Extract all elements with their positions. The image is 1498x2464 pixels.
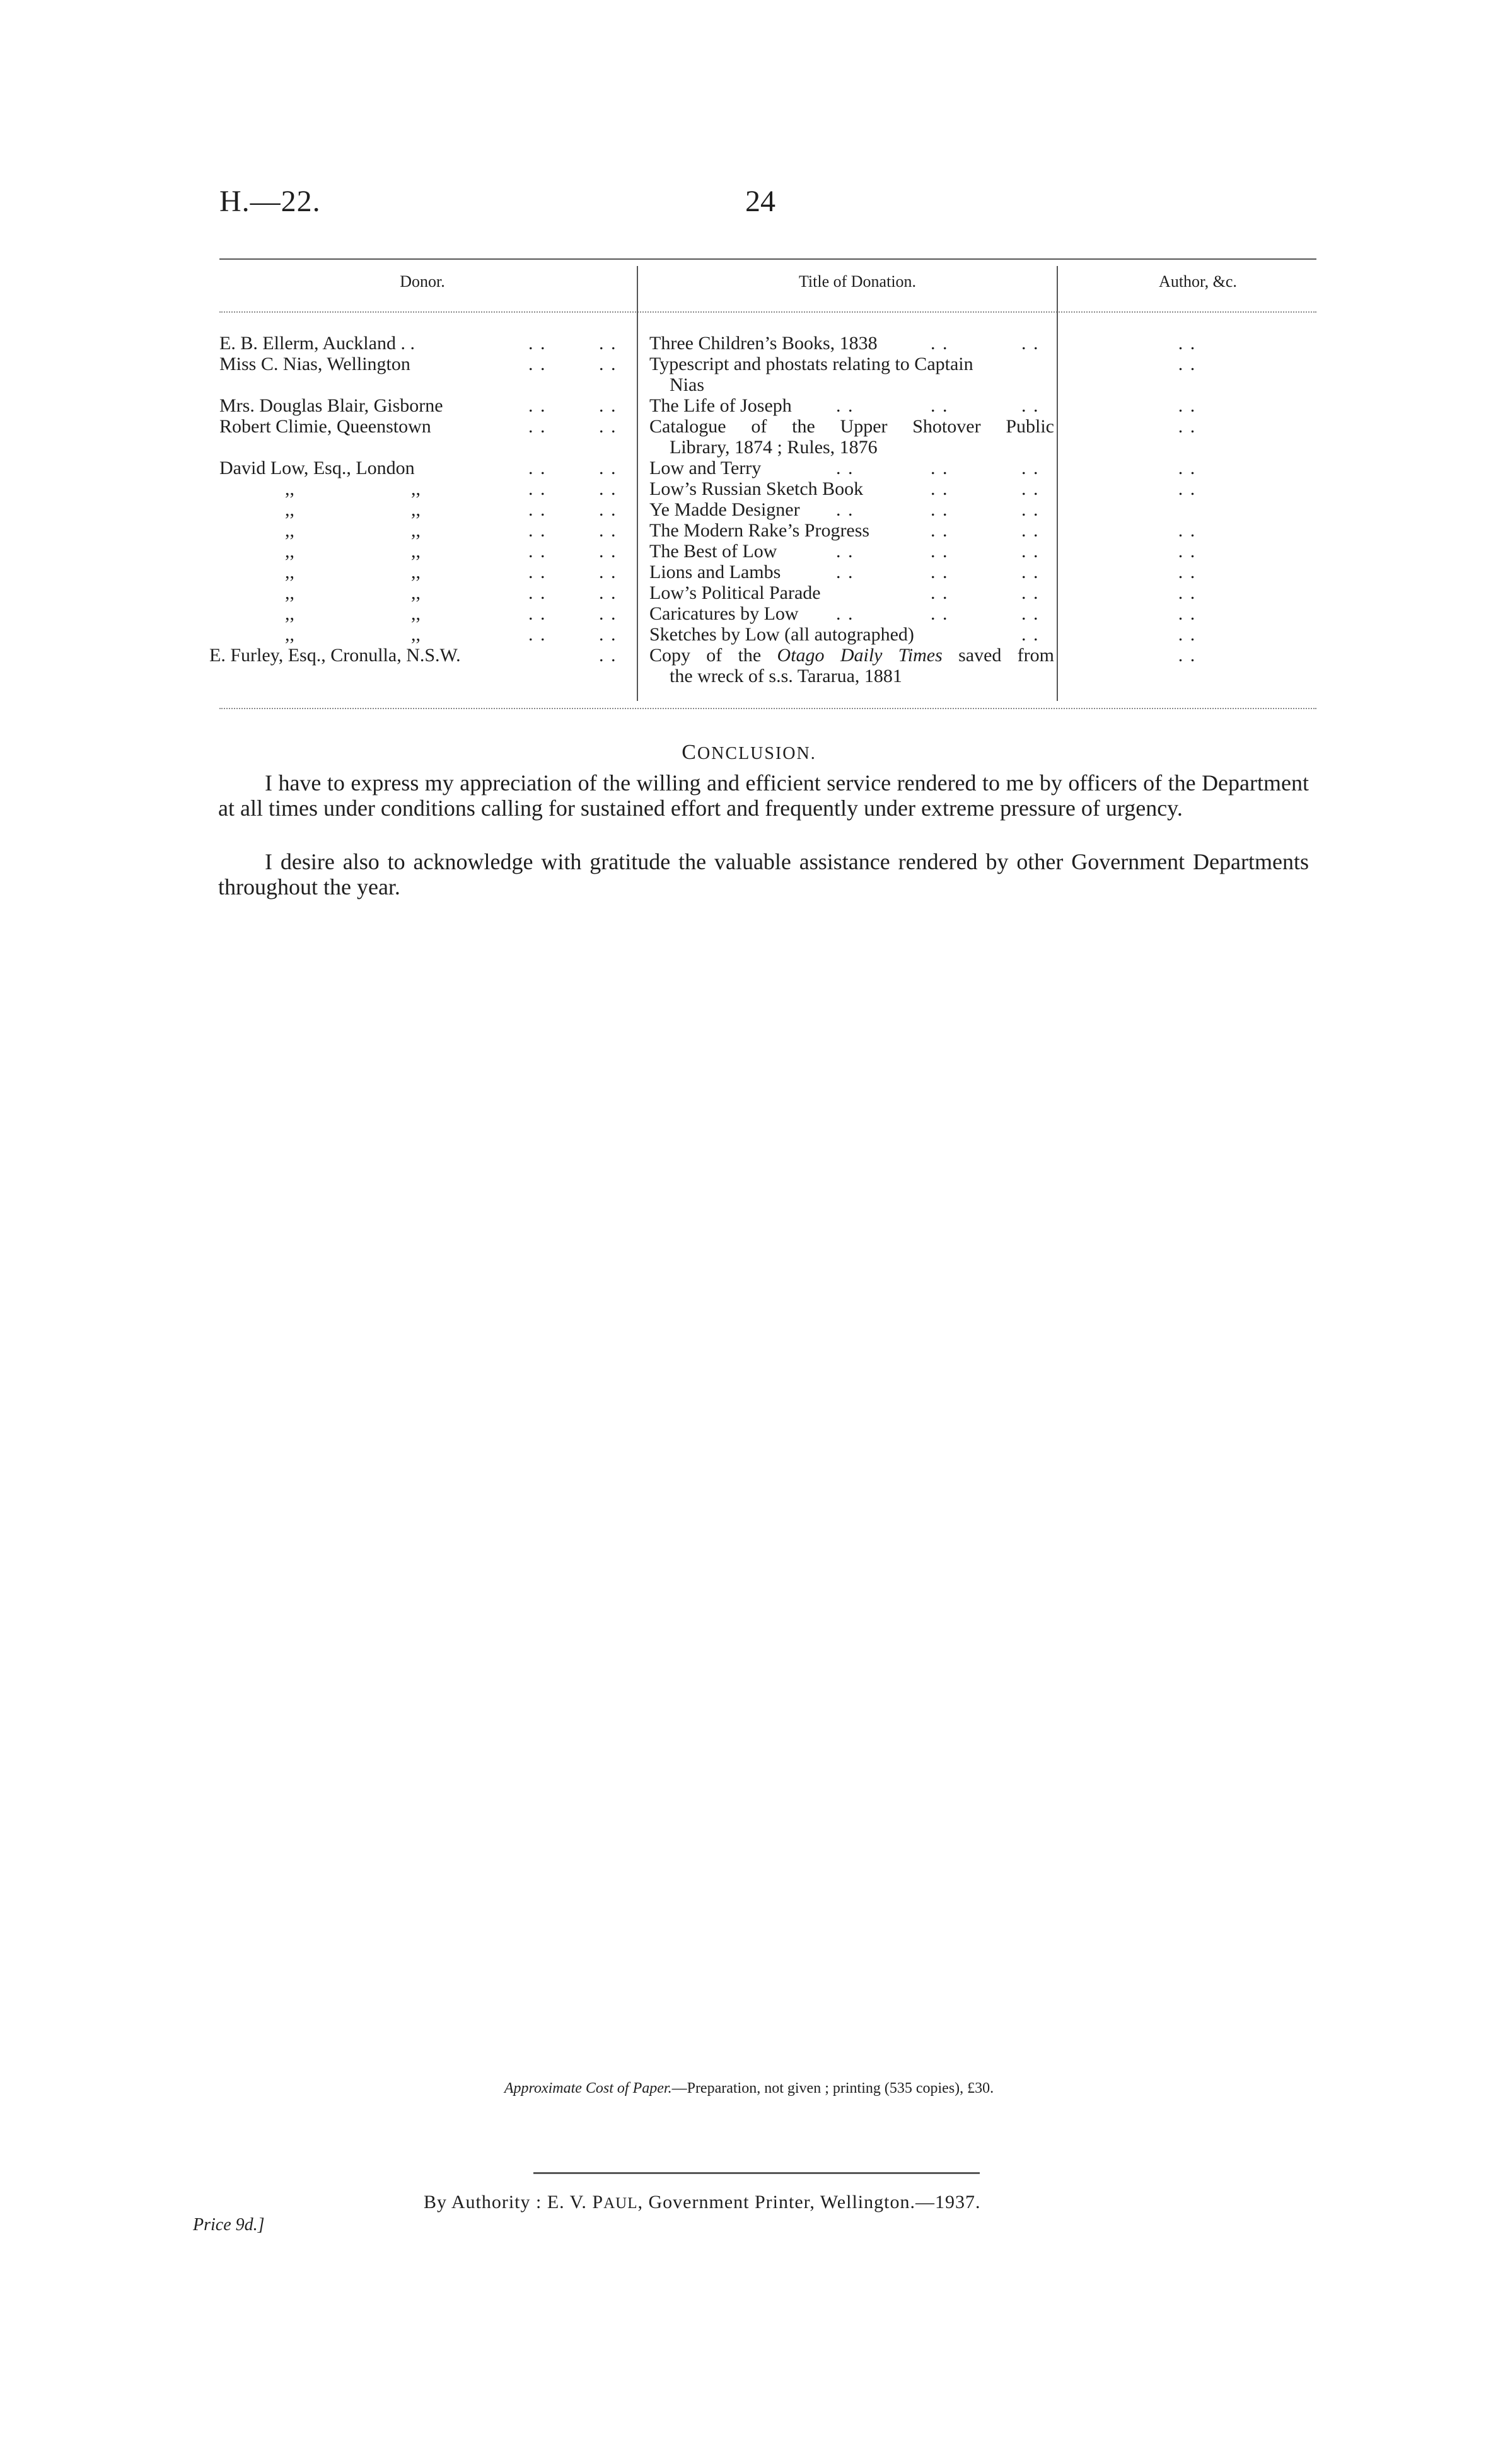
dot-leader: . . (1021, 499, 1040, 520)
conclusion-paragraph: I desire also to acknowledge with gratitude the valuable assistance rendered by other Government Departments throughout the year. (218, 849, 1309, 899)
author-cell: . . (1178, 541, 1197, 562)
author-cell: . . (1178, 520, 1197, 541)
dot-leader: . . (528, 562, 547, 582)
dot-leader: . . (931, 458, 949, 478)
dot-leader: . . (931, 395, 949, 416)
donor-cell: Mrs. Douglas Blair, Gisborne (219, 395, 443, 416)
author-cell: . . (1178, 333, 1197, 354)
title-suffix: saved from (942, 645, 1055, 666)
title-text: Ye Madde Designer (649, 499, 800, 520)
price: Price 9d.] (193, 2215, 265, 2235)
dot-leader: . . (599, 333, 617, 354)
author-cell: . . (1178, 624, 1197, 645)
dot-leader: . . (836, 499, 854, 520)
title-cell (649, 624, 1054, 645)
dot-leader: . . (599, 458, 617, 478)
dot-leader: . . (1021, 395, 1040, 416)
dot-leader: . . (599, 395, 617, 416)
author-cell: . . (1178, 458, 1197, 478)
dot-leader: . . (931, 562, 949, 582)
dot-leader: . . (528, 354, 547, 374)
author-cell: . . (1178, 478, 1197, 499)
column-header-title: Title of Donation. (798, 272, 917, 291)
ditto-mark: ,, (285, 562, 294, 582)
ditto-mark: ,, (285, 582, 294, 603)
dot-leader: . . (599, 645, 617, 666)
title-text: Three Children’s Books, 1838 (649, 333, 878, 354)
dot-leader: . . (528, 499, 547, 520)
dot-leader: . . (931, 478, 949, 499)
donor-cell: Miss C. Nias, Wellington (219, 354, 410, 374)
conclusion-heading (0, 741, 1498, 765)
dot-leader: . . (599, 582, 617, 603)
authority-text: By Authority : E. V. P (424, 2192, 604, 2212)
title-text: The Life of Joseph (649, 395, 792, 416)
dot-leader: . . (931, 603, 949, 624)
author-cell: . . (1178, 582, 1197, 603)
table-header-rule (219, 311, 1316, 313)
title-text: Sketches by Low (all autographed) (649, 624, 914, 645)
donor-cell: David Low, Esq., London (219, 458, 415, 478)
dot-leader: . . (836, 603, 854, 624)
cost-text: —Preparation, not given ; printing (535 copies), £30. (671, 2080, 994, 2097)
ditto-mark: ,, (285, 541, 294, 562)
title-text: Low and Terry (649, 458, 762, 478)
dot-leader: . . (1021, 458, 1040, 478)
footer-rule (533, 2172, 980, 2174)
page-number: 24 (745, 185, 775, 218)
dot-leader: . . (1021, 478, 1040, 499)
dot-leader: . . (528, 603, 547, 624)
title-text (649, 645, 1054, 666)
title-cell (649, 645, 1054, 686)
dot-leader: . . (599, 520, 617, 541)
authority-text-end: , Government Printer, Wellington.—1937. (637, 2192, 981, 2212)
author-cell: . . (1178, 395, 1197, 416)
ditto-mark: ,, (285, 624, 294, 645)
donor-cell: E. Furley, Esq., Cronulla, N.S.W. (209, 645, 461, 666)
newspaper-title: Otago Daily Times (777, 645, 943, 666)
title-continuation: Nias (670, 374, 704, 395)
heading-rest: ONCLUSION. (697, 744, 816, 763)
ditto-mark: ,, (411, 603, 421, 624)
dot-leader: . . (528, 416, 547, 437)
title-continuation: the wreck of s.s. Tararua, 1881 (670, 666, 902, 686)
dot-leader: . . (836, 541, 854, 562)
dot-leader: . . (931, 333, 949, 354)
heading-initial: C (682, 741, 697, 764)
ditto-mark: ,, (411, 624, 421, 645)
printer-authority (424, 2192, 980, 2213)
dot-leader: . . (599, 562, 617, 582)
title-text: Low’s Russian Sketch Book (649, 478, 864, 499)
dot-leader: . . (599, 603, 617, 624)
dot-leader: . . (528, 541, 547, 562)
author-cell: . . (1178, 416, 1197, 437)
ditto-mark: ,, (411, 478, 421, 499)
dot-leader: . . (1021, 333, 1040, 354)
column-header-author: Author, &c. (1159, 272, 1237, 291)
dot-leader: . . (599, 478, 617, 499)
printer-name-small-caps: AUL (603, 2195, 638, 2212)
dot-leader: . . (528, 624, 547, 645)
cost-note (0, 2080, 1498, 2097)
ditto-mark: ,, (411, 582, 421, 603)
ditto-mark: ,, (411, 520, 421, 541)
dot-leader: . . (1021, 562, 1040, 582)
title-cell (649, 333, 1054, 354)
donor-cell: E. B. Ellerm, Auckland . . (219, 333, 415, 354)
dot-leader: . . (931, 541, 949, 562)
column-header-donor: Donor. (400, 272, 445, 291)
dot-leader: . . (931, 520, 949, 541)
dot-leader: . . (836, 395, 854, 416)
dot-leader: . . (931, 499, 949, 520)
cost-label: Approximate Cost of Paper. (504, 2080, 672, 2097)
column-divider (1057, 266, 1058, 701)
title-cell (649, 416, 1054, 458)
dot-leader: . . (1021, 520, 1040, 541)
dot-leader: . . (528, 582, 547, 603)
title-cell (649, 520, 1054, 541)
dot-leader: . . (528, 458, 547, 478)
title-continuation: Library, 1874 ; Rules, 1876 (670, 437, 878, 458)
dot-leader: . . (1021, 541, 1040, 562)
author-cell: . . (1178, 354, 1197, 374)
title-cell (649, 354, 1054, 395)
table-bottom-rule (219, 708, 1316, 709)
dot-leader: . . (836, 562, 854, 582)
title-prefix: Copy of the (649, 645, 777, 666)
ditto-mark: ,, (411, 499, 421, 520)
title-text: The Best of Low (649, 541, 777, 562)
ditto-mark: ,, (285, 603, 294, 624)
ditto-mark: ,, (285, 478, 294, 499)
title-cell (649, 478, 1054, 499)
column-divider (637, 266, 638, 701)
dot-leader: . . (528, 520, 547, 541)
ditto-mark: ,, (411, 541, 421, 562)
title-text: Caricatures by Low (649, 603, 799, 624)
donor-cell: Robert Climie, Queenstown (219, 416, 431, 437)
title-text: Typescript and phostats relating to Captain (649, 354, 973, 374)
title-text: Catalogue of the Upper Shotover Public (649, 416, 1054, 437)
dot-leader: . . (528, 333, 547, 354)
author-cell: . . (1178, 603, 1197, 624)
dot-leader: . . (599, 499, 617, 520)
dot-leader: . . (528, 395, 547, 416)
dot-leader: . . (599, 541, 617, 562)
dot-leader: . . (599, 416, 617, 437)
dot-leader: . . (528, 478, 547, 499)
conclusion-paragraph: I have to express my appreciation of the willing and efficient service rendered to me by officers of the Department at all times under conditions calling for sustained effort and frequently under extreme pressure of urgency. (218, 770, 1309, 821)
ditto-mark: ,, (285, 499, 294, 520)
ditto-mark: ,, (411, 562, 421, 582)
dot-leader: . . (599, 624, 617, 645)
dot-leader: . . (599, 354, 617, 374)
title-text: Low’s Political Parade (649, 582, 821, 603)
title-cell (649, 582, 1054, 603)
document-id: H.—22. (219, 185, 321, 218)
author-cell: . . (1178, 645, 1197, 666)
dot-leader: . . (1021, 603, 1040, 624)
dot-leader: . . (1021, 582, 1040, 603)
dot-leader: . . (931, 582, 949, 603)
title-text: Lions and Lambs (649, 562, 781, 582)
dot-leader: . . (836, 458, 854, 478)
author-cell: . . (1178, 562, 1197, 582)
dot-leader: . . (1021, 624, 1040, 645)
title-text: The Modern Rake’s Progress (649, 520, 870, 541)
ditto-mark: ,, (285, 520, 294, 541)
table-top-rule (219, 258, 1316, 260)
